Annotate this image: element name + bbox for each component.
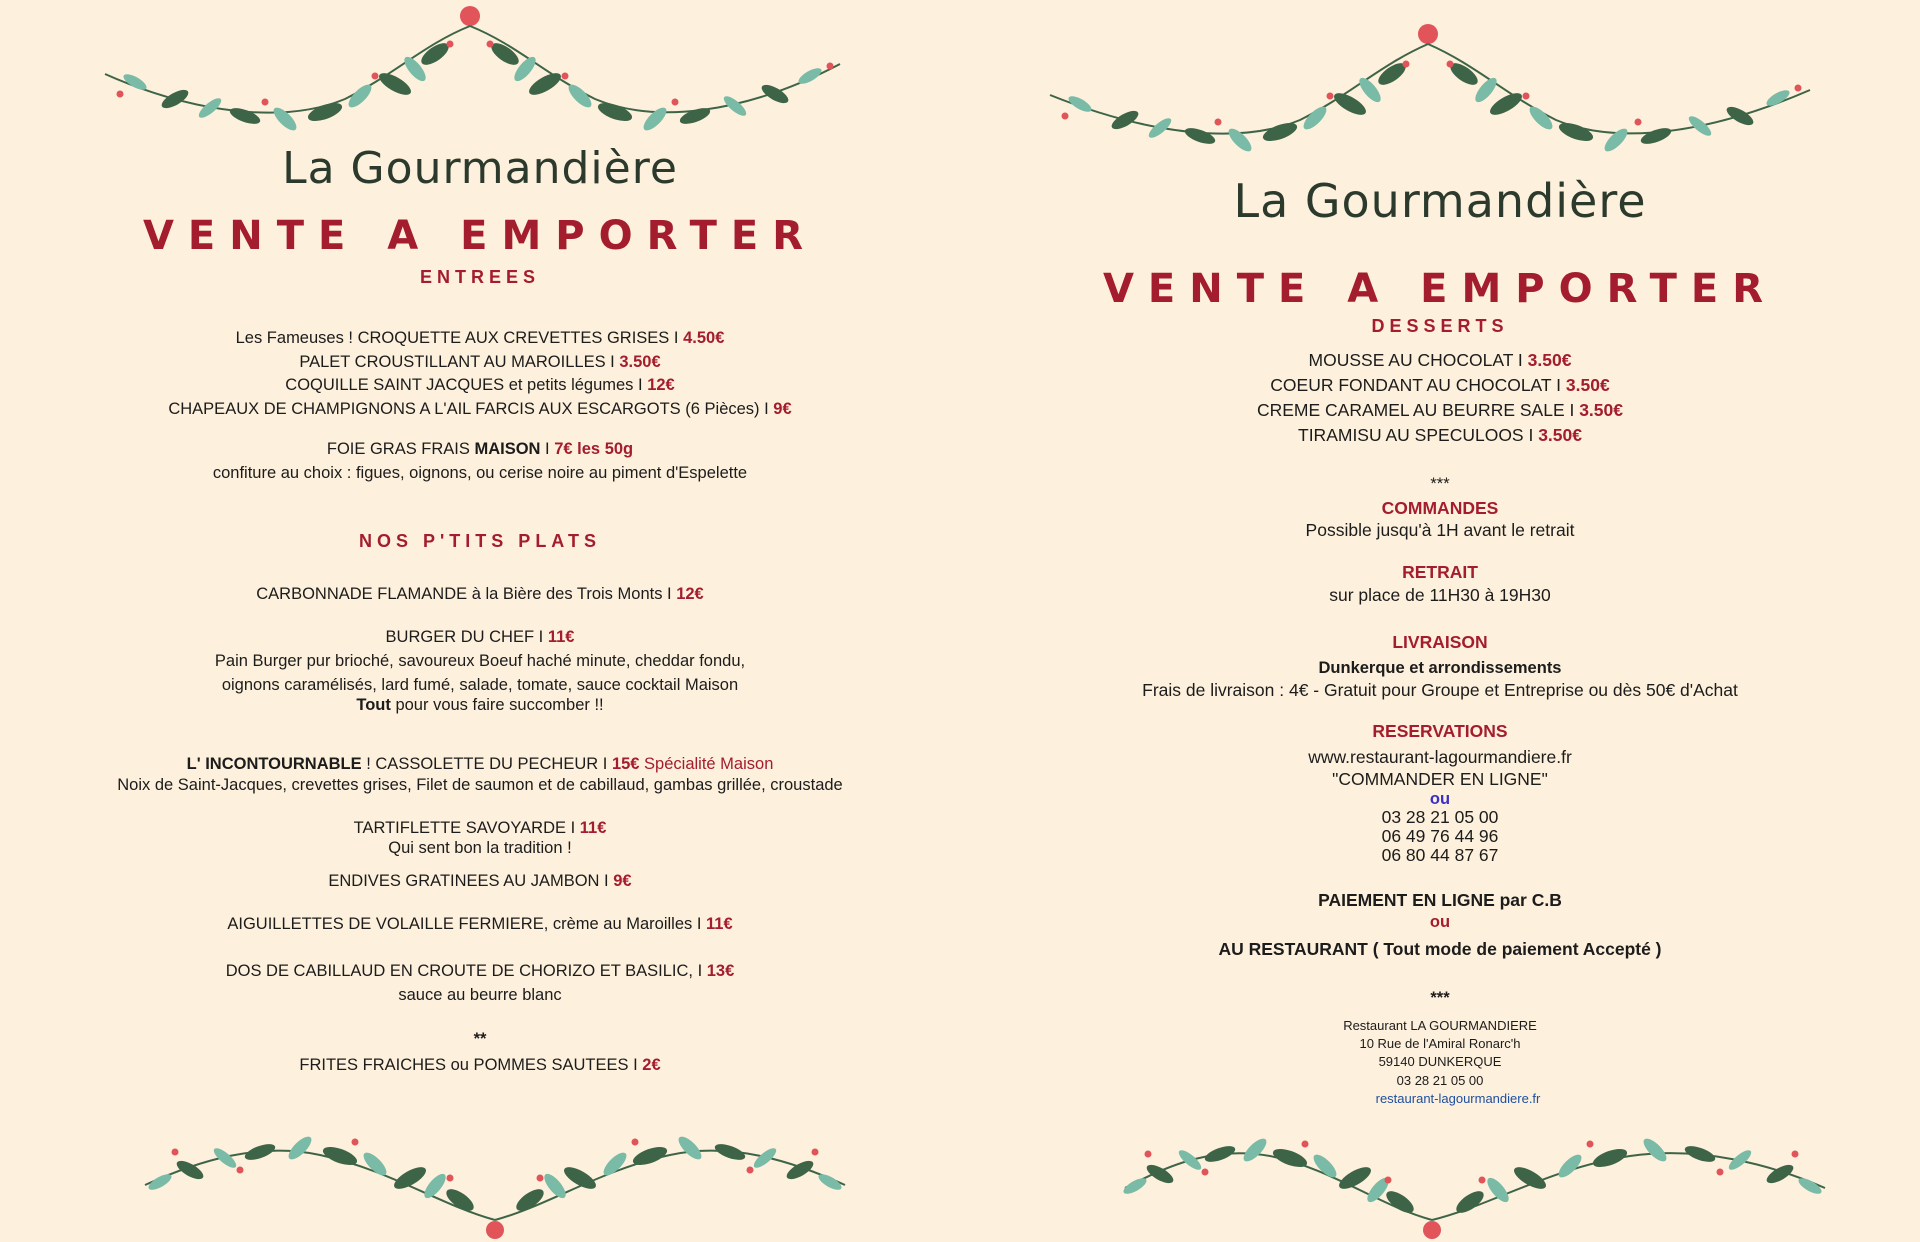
item-description: Qui sent bon la tradition ! [388, 839, 572, 857]
item-name-bold: MAISON [474, 440, 541, 458]
website-link[interactable]: www.restaurant-lagourmandiere.fr [1308, 747, 1572, 767]
item-name: TIRAMISU AU SPECULOOS I [1298, 425, 1539, 445]
item-description: Pain Burger pur brioché, savoureux Boeuf haché minute, cheddar fondu, [214, 652, 746, 670]
or-text: ou [1429, 913, 1451, 931]
item-name: Les Fameuses ! CROQUETTE AUX CREVETTES GRISES I [235, 329, 684, 347]
bottom-garland-decoration [140, 1090, 850, 1240]
brand-logo: La Gourmandière [282, 143, 678, 194]
section-heading-entrees: ENTREES [419, 267, 541, 287]
item-price: 3.50€ [619, 353, 661, 371]
item-name: TARTIFLETTE SAVOYARDE I [353, 819, 580, 837]
phone-number: 06 49 76 44 96 [1381, 826, 1499, 846]
item-price: 2€ [642, 1056, 661, 1074]
or-text: ou [1429, 790, 1451, 808]
item-price: 11€ [579, 819, 607, 837]
menu-item [960, 350, 1920, 370]
item-price: 13€ [706, 962, 735, 980]
item-description: confiture au choix : figues, oignons, ou cerise noire au piment d'Espelette [212, 464, 748, 482]
retrait-text: sur place de 11H30 à 19H30 [1329, 585, 1551, 605]
item-price: 9€ [613, 872, 632, 890]
item-name: ! CASSOLETTE DU PECHEUR I [361, 755, 612, 773]
section-heading-plats: NOS P'TITS PLATS [359, 531, 601, 551]
address-site-link[interactable]: restaurant-lagourmandiere.fr [1375, 1091, 1541, 1106]
livraison-zone: Dunkerque et arrondissements [1318, 659, 1562, 677]
item-name: BURGER DU CHEF I [385, 628, 548, 646]
item-description: Noix de Saint-Jacques, crevettes grises, Filet de saumon et de cabillaud, gambas grillée, croustade [117, 776, 843, 794]
item-name: CHAPEAUX DE CHAMPIGNONS A L'AIL FARCIS AUX ESCARGOTS (6 Pièces) I [168, 400, 774, 418]
menu-item-foie-gras [0, 439, 960, 459]
livraison-title: LIVRAISON [1392, 632, 1488, 652]
menu-item [960, 375, 1920, 395]
description-text: pour vous faire succomber !! [390, 696, 604, 714]
item-name: COEUR FONDANT AU CHOCOLAT I [1270, 375, 1566, 395]
specialty-label: Spécialité Maison [639, 755, 774, 773]
separator-stars: ** [473, 1030, 487, 1048]
item-name: CARBONNADE FLAMANDE à la Bière des Trois Monts I [256, 585, 677, 603]
item-price: 3.50€ [1538, 425, 1582, 445]
separator-stars: *** [1430, 475, 1450, 493]
item-description: sauce au beurre blanc [398, 986, 562, 1004]
item-name: CREME CARAMEL AU BEURRE SALE I [1256, 400, 1580, 420]
separator-stars: *** [1430, 989, 1450, 1007]
description-bold: Tout [356, 696, 391, 714]
item-price: 3.50€ [1527, 350, 1572, 370]
item-name: DOS DE CABILLAUD EN CROUTE DE CHORIZO ET BASILIC, I [225, 962, 707, 980]
item-name: MOUSSE AU CHOCOLAT I [1308, 350, 1528, 370]
section-heading-desserts: DESSERTS [1371, 316, 1509, 336]
item-price: 4.50€ [683, 329, 725, 347]
item-separator: I [540, 440, 555, 458]
menu-item [0, 818, 960, 838]
page-headline: VENTE A EMPORTER [1102, 266, 1778, 312]
menu-item [0, 352, 960, 372]
menu-item [0, 961, 960, 981]
menu-item [0, 754, 960, 774]
bottom-garland-decoration [1120, 1098, 1830, 1240]
item-name: PALET CROUSTILLANT AU MAROILLES I [299, 353, 620, 371]
item-price: 12€ [647, 376, 675, 394]
menu-item [0, 914, 960, 934]
retrait-title: RETRAIT [1402, 562, 1478, 582]
reservations-title: RESERVATIONS [1372, 721, 1508, 741]
top-garland-decoration [1040, 20, 1820, 170]
item-price: 12€ [676, 585, 704, 603]
menu-item [0, 627, 960, 647]
menu-item [0, 399, 960, 419]
brand-logo: La Gourmandière [1233, 174, 1647, 228]
order-online-text: "COMMANDER EN LIGNE" [1332, 769, 1548, 789]
item-description [0, 695, 960, 715]
phone-number: 06 80 44 87 67 [1381, 845, 1499, 865]
menu-item [0, 1055, 960, 1075]
item-name: AIGUILLETTES DE VOLAILLE FERMIERE, crème au Maroilles I [227, 915, 707, 933]
menu-item [960, 400, 1920, 420]
address-name: Restaurant LA GOURMANDIERE [1343, 1018, 1537, 1033]
commandes-title: COMMANDES [1381, 498, 1499, 518]
item-price: 7€ les 50g [554, 440, 634, 458]
menu-item [960, 425, 1920, 445]
item-price: 3.50€ [1579, 400, 1623, 420]
item-name: COQUILLE SAINT JACQUES et petits légumes I [285, 376, 648, 394]
page-headline: VENTE A EMPORTER [142, 213, 818, 259]
payment-online: PAIEMENT EN LIGNE par C.B [1318, 890, 1562, 910]
item-price: 3.50€ [1565, 375, 1610, 395]
address-street: 10 Rue de l'Amiral Ronarc'h [1359, 1036, 1521, 1051]
item-description: oignons caramélisés, lard fumé, salade, tomate, sauce cocktail Maison [221, 676, 739, 694]
menu-item [0, 328, 960, 348]
item-price: 11€ [547, 628, 575, 646]
menu-item [0, 584, 960, 604]
item-name-bold: L' INCONTOURNABLE [186, 755, 362, 773]
right-info-page [960, 0, 1920, 1242]
address-city: 59140 DUNKERQUE [1378, 1054, 1502, 1069]
item-price: 11€ [706, 915, 733, 933]
menu-item [0, 871, 960, 891]
item-name: FOIE GRAS FRAIS [326, 440, 475, 458]
top-garland-decoration [95, 4, 855, 154]
item-price: 9€ [773, 400, 792, 418]
item-name: FRITES FRAICHES ou POMMES SAUTEES I [299, 1056, 643, 1074]
menu-item [0, 375, 960, 395]
livraison-text: Frais de livraison : 4€ - Gratuit pour Groupe et Entreprise ou dès 50€ d'Achat [1142, 680, 1738, 700]
commandes-text: Possible jusqu'à 1H avant le retrait [1305, 520, 1575, 540]
item-name: ENDIVES GRATINEES AU JAMBON I [328, 872, 614, 890]
payment-restaurant: AU RESTAURANT ( Tout mode de paiement Accepté ) [1218, 939, 1662, 959]
item-price: 15€ [611, 755, 640, 773]
address-phone: 03 28 21 05 00 [1396, 1073, 1484, 1088]
phone-number: 03 28 21 05 00 [1381, 807, 1499, 827]
